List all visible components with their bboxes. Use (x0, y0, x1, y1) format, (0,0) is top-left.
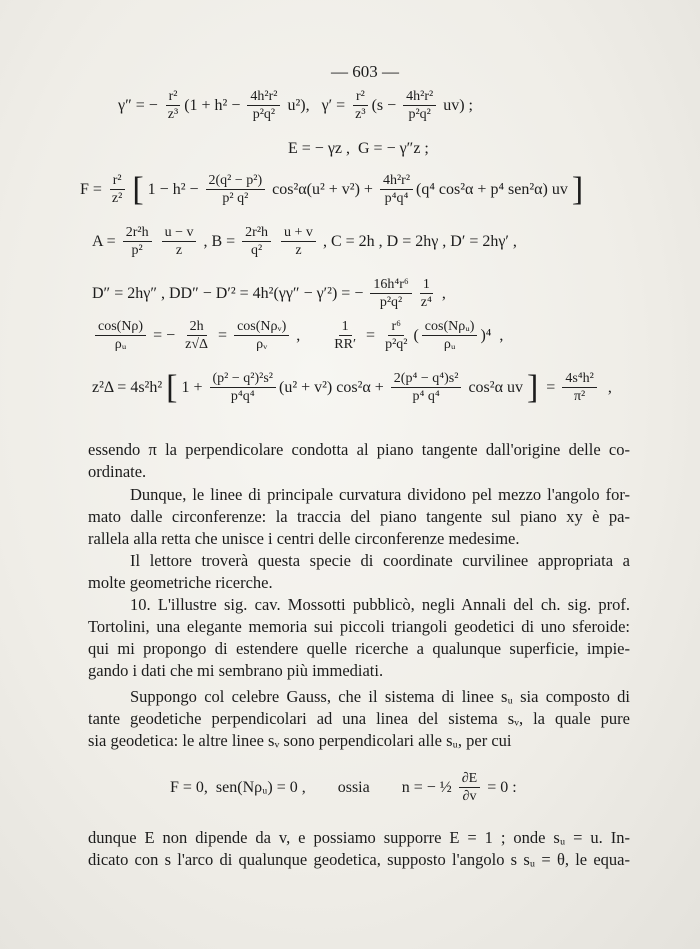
math-text: (s − (371, 96, 401, 114)
text-line: Suppongo col celebre Gauss, che il sistema di linee sᵤ sia composto di (130, 687, 630, 706)
fraction-denominator: p²q² (385, 337, 408, 352)
page-number: — 603 — (331, 62, 399, 81)
fraction-denominator: p² q² (222, 191, 249, 206)
bracket: [ (132, 170, 144, 208)
fraction-denominator: ρᵤ (114, 337, 127, 352)
fraction-denominator: p²q² (408, 107, 431, 122)
fraction (391, 370, 462, 405)
equation-gamma (118, 88, 473, 123)
equation-F-zero (170, 770, 517, 805)
math-text: uv) ; (439, 96, 473, 114)
math-text: = (542, 378, 560, 396)
math-text: F = (80, 180, 106, 198)
fraction (281, 224, 316, 259)
fraction (162, 224, 197, 259)
math-text: , (599, 378, 612, 396)
fraction-numerator: 4h²r² (380, 172, 413, 190)
equation-z2-delta (92, 370, 612, 405)
equation-A-B-C-D (92, 224, 517, 259)
fraction (459, 770, 480, 805)
fraction-denominator: p²q² (252, 107, 276, 122)
fraction-numerator: u − v (162, 224, 197, 242)
fraction-numerator: r⁶ (388, 318, 404, 336)
fraction-numerator: 1 (420, 276, 433, 294)
equation-cos-N-rho (92, 318, 503, 353)
math-text: = − (149, 326, 180, 344)
math-text: , (437, 284, 446, 302)
fraction-denominator: z⁴ (420, 295, 432, 310)
math-text: ( (413, 326, 419, 344)
fraction-denominator: q² (251, 243, 263, 258)
math-text: cos²α uv (464, 378, 523, 396)
fraction-numerator: 2h (187, 318, 207, 336)
fraction-denominator: z (175, 243, 183, 258)
fraction (123, 224, 152, 259)
math-text (274, 233, 278, 251)
fraction-denominator: z² (111, 191, 123, 206)
math-text: z²Δ = 4s²h² (92, 378, 163, 396)
fraction (95, 318, 146, 353)
fraction (403, 88, 436, 123)
fraction-numerator: cos(Nρᵥ) (234, 318, 289, 336)
fraction-denominator: ∂v (462, 789, 477, 804)
bracket: [ (166, 368, 178, 406)
math-text: (q⁴ cos²α + p⁴ sen²α) uv (416, 180, 568, 198)
fraction-denominator: p⁴ q⁴ (412, 389, 440, 404)
math-text: cos²α(u² + v²) + (268, 180, 377, 198)
fraction-numerator: 2r²h (242, 224, 271, 242)
math-text: = (362, 326, 380, 344)
fraction-numerator: 1 (339, 318, 352, 336)
text-line: qui mi propongo di estendere quelle ricerche a qualunque superficie, impie- (88, 639, 630, 658)
fraction-denominator: z³ (167, 107, 179, 122)
text-line: Tortolini, una elegante memoria sui piccoli triangoli geodetici di uno sferoide: (88, 617, 630, 636)
math-text: γ″ = − (118, 96, 162, 114)
math-text: D″ = 2hγ″ , DD″ − D′² = 4h²(γγ″ − γ′²) = − (92, 284, 368, 302)
math-text: F = 0, sen(Nρᵤ) = 0 , ossia n = − ½ (170, 778, 456, 796)
text-line: tante geodetiche perpendicolari ad una linea del sistema sᵥ, la quale pure (88, 709, 630, 728)
fraction-denominator: RR′ (334, 337, 357, 352)
fraction-denominator: p⁴q⁴ (384, 191, 409, 206)
text-line: dicato con s l'arco di qualunque geodetica, supposto l'angolo s sᵤ = θ, le equa- (88, 850, 630, 869)
text-line: dunque E non dipende da v, e possiamo supporre E = 1 ; onde sᵤ = u. In- (88, 828, 630, 847)
math-text: 1 − h² − (147, 180, 203, 198)
fraction (562, 370, 597, 405)
fraction-denominator: z (295, 243, 302, 258)
fraction (109, 172, 125, 207)
math-text: 1 + (181, 378, 207, 396)
fraction-numerator: u + v (281, 224, 316, 242)
math-text: = (214, 326, 232, 344)
fraction (370, 276, 411, 311)
fraction (382, 318, 410, 353)
fraction (331, 318, 359, 353)
fraction-numerator: 2r²h (123, 224, 152, 242)
text-line: Il lettore troverà questa specie di coordinate curvilinee appropriata a (130, 551, 630, 570)
equation-E-G (288, 140, 429, 158)
math-text: A = (92, 232, 120, 250)
text-line: rallela alla retta che unisce i centri delle circonferenze medesime. (88, 529, 520, 548)
text-line: essendo π la perpendicolare condotta al piano tangente dall'origine delle co- (88, 440, 630, 459)
equation-F (80, 172, 587, 207)
fraction (418, 276, 435, 311)
text-line: molte geometriche ricerche. (88, 573, 273, 592)
math-text: , (292, 326, 329, 344)
fraction-numerator: 4h²r² (403, 88, 436, 106)
math-text: )⁴ , (480, 326, 504, 344)
fraction-denominator: p² (131, 243, 143, 258)
text-line: mato dalle circonferenze: la traccia del piano tangente sul piano xy è pa- (88, 507, 630, 526)
equation-D-double-prime (92, 276, 446, 311)
math-text: , B = (199, 232, 240, 250)
fraction-numerator: r² (166, 88, 181, 106)
fraction (352, 88, 368, 123)
fraction-denominator: ρᵥ (256, 337, 268, 352)
fraction-numerator: 16h⁴r⁶ (370, 276, 411, 294)
bracket: ] (526, 368, 539, 406)
math-text: = 0 : (483, 778, 517, 796)
fraction-numerator: cos(Nρ) (95, 318, 146, 336)
fraction-numerator: 4s⁴h² (562, 370, 597, 388)
math-text (155, 233, 159, 251)
fraction-numerator: (p² − q²)²s² (210, 370, 276, 388)
fraction-denominator: z³ (355, 107, 366, 122)
fraction-denominator: p⁴q⁴ (230, 389, 255, 404)
math-text: (1 + h² − (184, 96, 245, 114)
math-text: u²), γ′ = (283, 96, 350, 114)
fraction-denominator: p²q² (379, 295, 403, 310)
fraction (242, 224, 271, 259)
text-line: ordinate. (88, 462, 147, 481)
fraction-numerator: cos(Nρᵤ) (422, 318, 478, 336)
fraction (234, 318, 289, 353)
fraction-numerator: 2(q² − p²) (206, 172, 266, 190)
fraction (182, 318, 211, 353)
fraction (206, 172, 266, 207)
math-text: (u² + v²) cos²α + (278, 378, 388, 396)
fraction-numerator: ∂E (459, 770, 480, 788)
bracket: ] (571, 170, 584, 208)
text-line: 10. L'illustre sig. cav. Mossotti pubblicò, negli Annali del ch. sig. prof. (130, 595, 630, 614)
math-text: , C = 2h , D = 2hγ , D′ = 2hγ′ , (318, 232, 517, 250)
text-line: gando i dati che mi sembrano più immediati. (88, 661, 384, 680)
fraction-numerator: r² (110, 172, 125, 190)
fraction (165, 88, 181, 123)
fraction (422, 318, 478, 353)
text-line: sia geodetica: le altre linee sᵥ sono perpendicolari alle sᵤ, per cui (88, 731, 512, 750)
fraction-denominator: z√Δ (185, 337, 209, 352)
text-line: Dunque, le linee di principale curvatura dividono pel mezzo l'angolo for- (130, 485, 630, 504)
fraction-numerator: 4h²r² (247, 88, 280, 106)
fraction (247, 88, 280, 123)
fraction (380, 172, 413, 207)
fraction (210, 370, 276, 405)
fraction-denominator: ρᵤ (443, 337, 456, 352)
fraction-denominator: π² (573, 389, 586, 404)
math-text: E = − γz , G = − γ″z ; (288, 140, 429, 157)
fraction-numerator: 2(p⁴ − q⁴)s² (391, 370, 462, 388)
fraction-numerator: r² (353, 88, 368, 106)
